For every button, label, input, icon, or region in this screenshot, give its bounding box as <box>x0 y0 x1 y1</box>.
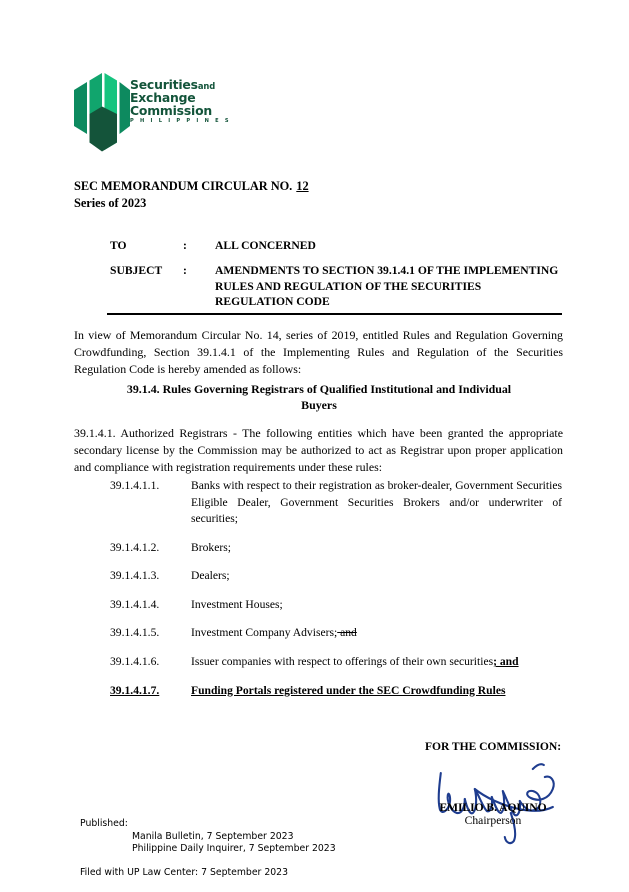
registrar-items-list <box>110 478 562 711</box>
circular-prefix: SEC MEMORANDUM CIRCULAR NO. <box>74 179 293 193</box>
sec-logo <box>74 66 304 162</box>
handwritten-signature-icon <box>415 751 585 847</box>
series-line: Series of 2023 <box>74 195 147 210</box>
deleted-text: and <box>337 626 357 640</box>
registrar-item-text: Issuer companies with respect to offerings of their own securities; and <box>191 655 519 669</box>
section-heading: 39.1.4. Rules Governing Registrars of Qualified Institutional and Individual Buyers <box>126 382 512 413</box>
registrar-item <box>110 654 562 671</box>
wordmark-philippines: P H I L I P P I N E S <box>130 118 231 125</box>
subject-label: SUBJECT <box>110 264 163 278</box>
wordmark-exchange: Exchange <box>130 90 196 106</box>
registrar-item-number: 39.1.4.1.2. <box>110 540 160 554</box>
registrar-item <box>110 540 562 557</box>
published-entry: Manila Bulletin, 7 September 2023 <box>132 830 294 842</box>
registrar-item-text: Banks with respect to their registration as broker-dealer, Government Securities Eligible Dealer, Government Securities Brokers and/or underwriter of securities; <box>191 479 562 526</box>
filed-line: Filed with UP Law Center: 7 September 2023 <box>80 866 288 878</box>
memo-meta-block <box>110 238 562 319</box>
wordmark-commission: Commission <box>130 103 213 119</box>
sec-hexagon-logo-icon <box>74 66 130 158</box>
registrar-item-text: Dealers; <box>191 569 230 583</box>
subject-colon: : <box>183 264 187 278</box>
wordmark-and: and <box>197 81 216 91</box>
signatory-name: EMILIO B. AQUINO <box>439 801 547 814</box>
registrar-item-number: 39.1.4.1.3. <box>110 569 160 583</box>
meta-row-to <box>110 238 562 253</box>
intro-paragraph: In view of Memorandum Circular No. 14, series of 2019, entitled Rules and Regulation Governing Crowdfunding, Section 39.1.4.1 of the Implementing Rules and Regulation of the Securities Regulation Code is hereby amended as follows: <box>74 328 563 377</box>
registrar-item <box>110 478 562 528</box>
registrar-item-number: 39.1.4.1.5. <box>110 626 160 640</box>
registrar-item-text: Funding Portals registered under the SEC Crowdfunding Rules <box>191 683 506 697</box>
inserted-text: ; and <box>493 655 519 669</box>
registrar-item-text: Investment Company Advisers; and <box>191 626 357 640</box>
registrar-item-number: 39.1.4.1.6. <box>110 655 160 669</box>
circular-number-line <box>74 178 310 195</box>
published-entry: Philippine Daily Inquirer, 7 September 2023 <box>132 843 336 855</box>
to-colon: : <box>183 239 187 252</box>
registrar-item <box>110 683 562 700</box>
for-the-commission-label: FOR THE COMMISSION: <box>424 740 562 753</box>
authorized-registrars-paragraph: 39.1.4.1. Authorized Registrars - The following entities which have been granted the appropriate secondary license by the Commission may be authorized to act as Registrar upon proper application and compliance with registration requirements under these rules: <box>74 426 563 475</box>
to-label: TO <box>110 239 127 252</box>
wordmark-securities: Securities <box>130 77 198 92</box>
signatory-title: Chairperson <box>464 814 522 827</box>
subject-value: AMENDMENTS TO SECTION 39.1.4.1 OF THE IMPLEMENTING RULES AND REGULATION OF THE SECURITIES REGULATION CODE <box>215 264 559 308</box>
registrar-item-text: Brokers; <box>191 540 231 554</box>
to-value: ALL CONCERNED <box>215 239 316 252</box>
registrar-item <box>110 568 562 585</box>
circular-number: 12 <box>296 179 309 193</box>
registrar-item-text: Investment Houses; <box>191 597 283 611</box>
published-label: Published: <box>80 818 128 829</box>
signature-area <box>398 753 588 801</box>
registrar-item-number: 39.1.4.1.1. <box>110 479 160 492</box>
registrar-item <box>110 597 562 614</box>
signature-block <box>398 740 588 828</box>
registrar-item-number: 39.1.4.1.4. <box>110 597 160 611</box>
sec-wordmark <box>130 78 231 125</box>
document-heading <box>74 178 310 211</box>
publication-footer <box>80 818 336 879</box>
meta-row-subject <box>110 263 562 309</box>
header-divider <box>107 313 562 315</box>
registrar-item-number: 39.1.4.1.7. <box>110 683 160 697</box>
registrar-item <box>110 625 562 642</box>
